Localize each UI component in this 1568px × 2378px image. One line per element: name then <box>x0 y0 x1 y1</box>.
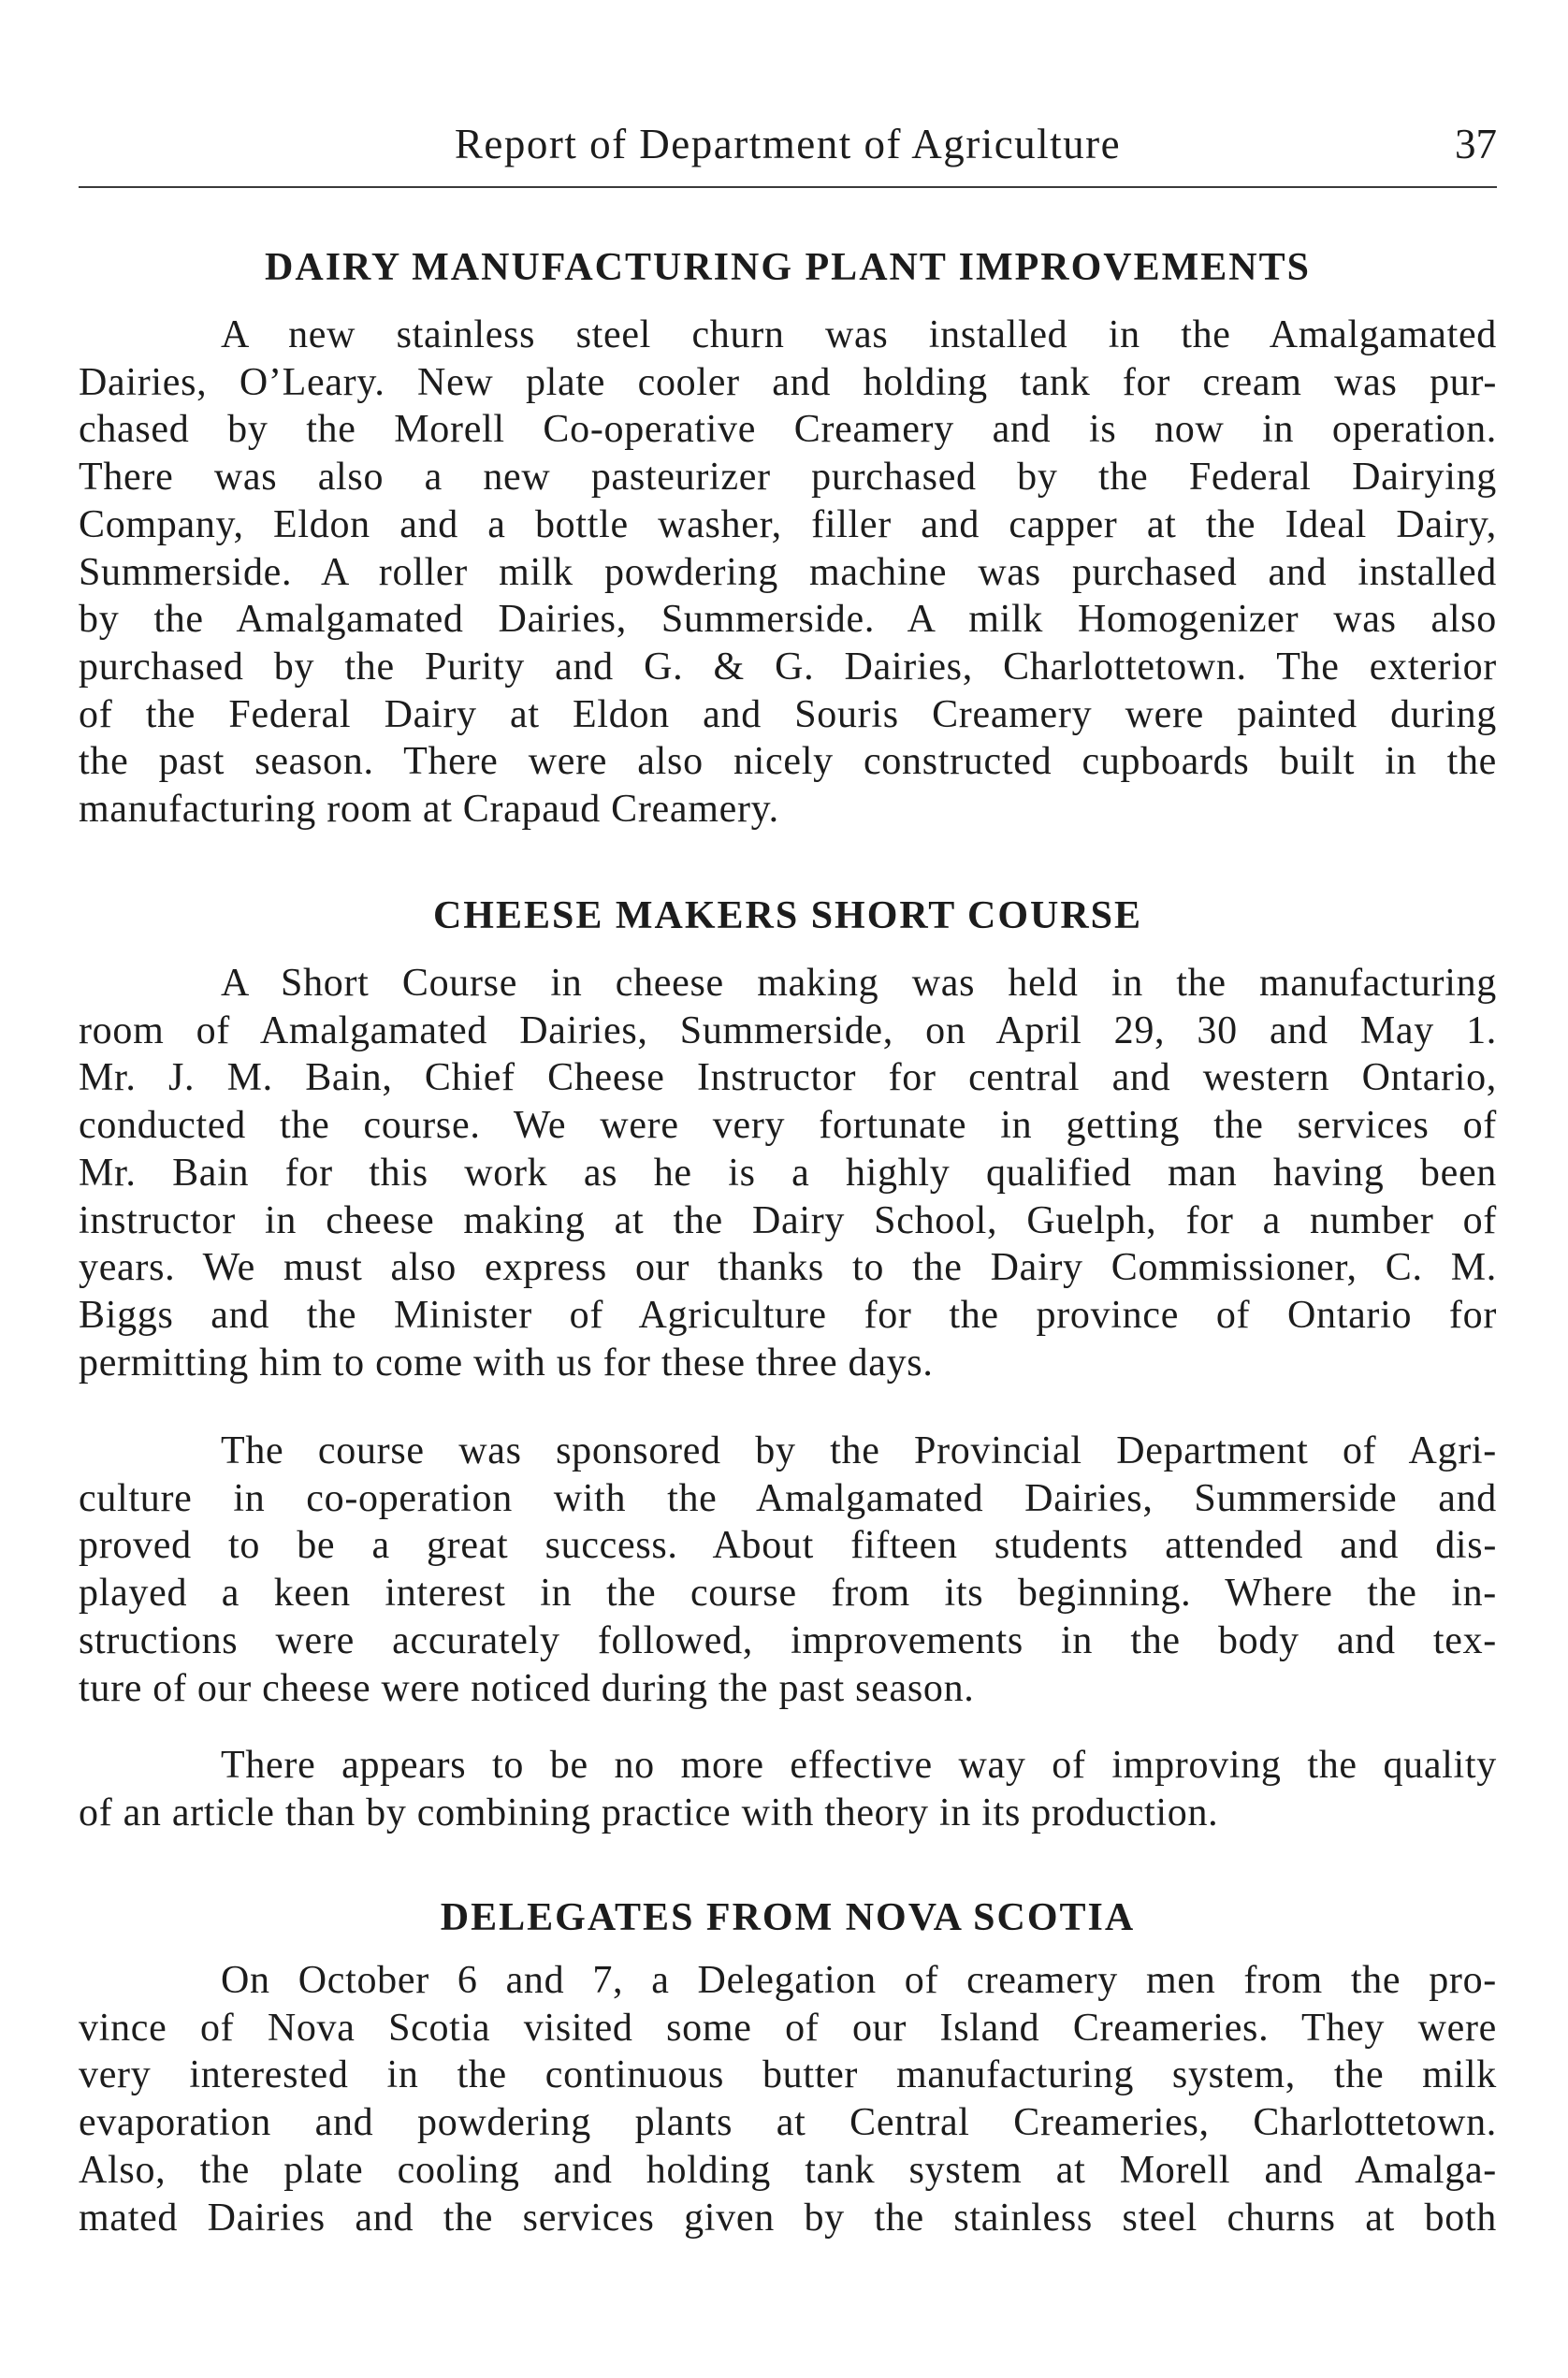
text-line: Dairies, O’Leary. New plate cooler and holding tank for cream was pur- <box>79 360 1497 404</box>
text-line: proved to be a great success. About fifteen students attended and dis- <box>79 1524 1497 1568</box>
text-line: chased by the Morell Co-operative Creamery and is now in operation. <box>79 408 1497 452</box>
text-line: room of Amalgamated Dairies, Summerside, on April 29, 30 and May 1. <box>79 1008 1497 1052</box>
section-heading-dairy-plant-improvements: DAIRY MANUFACTURING PLANT IMPROVEMENTS <box>265 246 1311 289</box>
header-rule <box>79 186 1497 188</box>
text-line: Mr. J. M. Bain, Chief Cheese Instructor for central and western Ontario, <box>79 1056 1497 1100</box>
text-line: purchased by the Purity and G. & G. Dairies, Charlottetown. The exterior <box>79 645 1497 689</box>
running-title: Report of Department of Agriculture <box>454 121 1122 167</box>
text-line: evaporation and powdering plants at Central Creameries, Charlottetown. <box>79 2101 1497 2145</box>
text-line: by the Amalgamated Dairies, Summerside. A milk Homogenizer was also <box>79 598 1497 642</box>
text-line: the past season. There were also nicely constructed cupboards built in the <box>79 740 1497 784</box>
text-line: structions were accurately followed, improvements in the body and tex- <box>79 1618 1497 1662</box>
text-line: A new stainless steel churn was installed in the Amalgamated <box>221 313 1497 356</box>
paragraph-short-course-held <box>79 960 1497 1386</box>
text-line: Also, the plate cooling and holding tank system at Morell and Amalga- <box>79 2148 1497 2192</box>
section-heading-cheese-makers-short-course: CHEESE MAKERS SHORT COURSE <box>432 894 1143 937</box>
text-line: Company, Eldon and a bottle washer, filler and capper at the Ideal Dairy, <box>79 502 1497 546</box>
text-line: The course was sponsored by the Provincial Department of Agri- <box>221 1429 1497 1472</box>
text-line: Biggs and the Minister of Agriculture for the province of Ontario for <box>79 1293 1497 1337</box>
text-line: very interested in the continuous butter manufacturing system, the milk <box>79 2053 1497 2097</box>
text-line: permitting him to come with us for these three days. <box>79 1341 934 1385</box>
text-line: culture in co-operation with the Amalgamated Dairies, Summerside and <box>79 1476 1497 1520</box>
text-line: Summerside. A roller milk powdering machine was purchased and installed <box>79 550 1497 594</box>
page-number: 37 <box>1455 121 1497 167</box>
text-line: Mr. Bain for this work as he is a highly qualified man having been <box>79 1151 1497 1195</box>
text-line: instructor in cheese making at the Dairy School, Guelph, for a number of <box>79 1198 1497 1242</box>
text-line: conducted the course. We were very fortunate in getting the services of <box>79 1104 1497 1148</box>
text-line: There appears to be no more effective way of improving the quality <box>221 1744 1497 1787</box>
text-line: On October 6 and 7, a Delegation of creamery men from the pro- <box>221 1959 1497 2002</box>
running-header <box>79 120 1497 172</box>
text-line: There was also a new pasteurizer purchased by the Federal Dairying <box>79 456 1497 500</box>
paragraph-course-sponsored <box>79 1428 1497 1712</box>
text-line: A Short Course in cheese making was held in the manufacturing <box>221 962 1497 1005</box>
text-line: of the Federal Dairy at Eldon and Souris Creamery were painted during <box>79 692 1497 736</box>
text-line: played a keen interest in the course from its beginning. Where the in- <box>79 1572 1497 1616</box>
paragraph-dairy-plant-improvements <box>79 312 1497 834</box>
text-line: mated Dairies and the services given by the stainless steel churns at both <box>79 2196 1497 2240</box>
text-line: of an article than by combining practice with theory in its production. <box>79 1791 1219 1834</box>
paragraph-nova-scotia-delegation <box>79 1957 1497 2241</box>
paragraph-practice-with-theory <box>79 1742 1497 1836</box>
section-heading-delegates-from-nova-scotia: DELEGATES FROM NOVA SCOTIA <box>440 1896 1136 1939</box>
text-line: ture of our cheese were noticed during the past season. <box>79 1666 975 1710</box>
text-line: manufacturing room at Crapaud Creamery. <box>79 788 779 832</box>
text-line: years. We must also express our thanks to the Dairy Commissioner, C. M. <box>79 1246 1497 1290</box>
text-line: vince of Nova Scotia visited some of our Island Creameries. They were <box>79 2006 1497 2050</box>
